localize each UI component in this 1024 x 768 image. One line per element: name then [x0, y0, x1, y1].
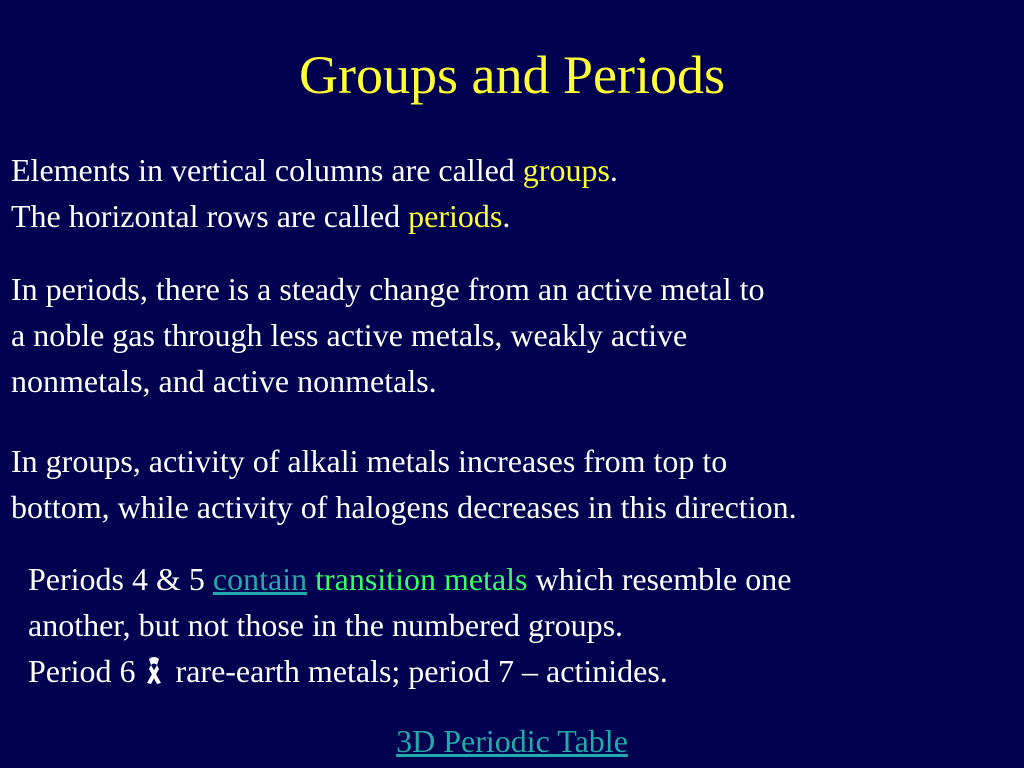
- periods-term: periods: [408, 198, 503, 234]
- slide-title: Groups and Periods: [299, 45, 725, 105]
- p3-line1: In groups, activity of alkali metals increases from top to: [11, 443, 728, 479]
- p1-line1-text: Elements in vertical columns are called: [11, 152, 523, 188]
- p4-line1-space: [307, 561, 315, 597]
- p3-line2: bottom, while activity of halogens decreases in this direction.: [11, 489, 797, 525]
- transition-metals-term: transition metals: [315, 561, 528, 597]
- 3d-periodic-table-link[interactable]: 3D Periodic Table: [396, 723, 628, 759]
- paragraph-groups-activity: [11, 438, 797, 530]
- p4-line3-rest: rare-earth metals; period 7 – actinides.: [175, 653, 668, 689]
- paragraph-transition-metals: [28, 556, 791, 694]
- paragraph-periods-change: [11, 266, 764, 404]
- p1-line2-text: The horizontal rows are called: [11, 198, 409, 234]
- p4-line1-rest: which resemble one: [527, 561, 792, 597]
- paragraph-groups-periods-definition: [11, 147, 618, 239]
- contain-link[interactable]: contain: [212, 561, 308, 597]
- groups-term: groups: [522, 152, 610, 188]
- p4-line2: another, but not those in the numbered groups.: [28, 607, 624, 643]
- p1-line1-period: .: [609, 152, 618, 188]
- ribbon-icon: [140, 652, 168, 682]
- p4-line1-text: Periods 4 & 5: [28, 561, 213, 597]
- periodic-table-link-container: [0, 718, 1024, 764]
- p4-line3-start: Period 6: [28, 653, 136, 689]
- p2-line1: In periods, there is a steady change from an active metal to: [11, 271, 765, 307]
- p1-line2-period: .: [502, 198, 511, 234]
- p2-line3: nonmetals, and active nonmetals.: [11, 363, 437, 399]
- p2-line2: a noble gas through less active metals, weakly active: [11, 317, 688, 353]
